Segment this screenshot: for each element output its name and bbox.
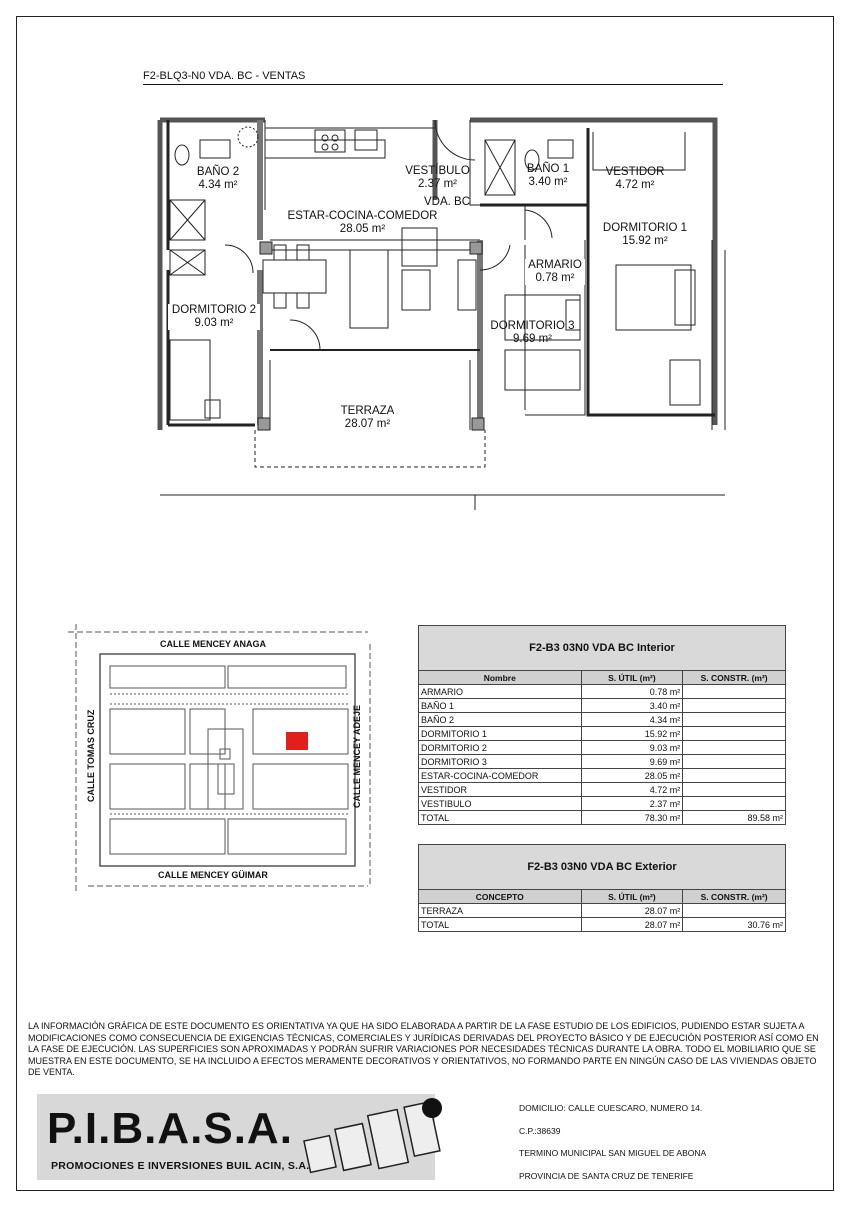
room-label-vestidor: [595, 166, 675, 192]
table-header: S. CONSTR. (m²): [683, 890, 786, 904]
room-area: 4.72 m²: [615, 179, 655, 191]
street-north: CALLE MENCEY ANAGA: [160, 639, 267, 649]
cell-name: TOTAL: [419, 811, 582, 825]
street-east: CALLE MENCEY ADEJE: [352, 704, 362, 808]
cell-constr: [683, 769, 786, 783]
room-label-dormitorio-2: [168, 304, 260, 330]
floor-plan: [140, 110, 730, 510]
room-area: 28.05 m²: [339, 223, 386, 235]
cell-concepto: TERRAZA: [419, 904, 582, 918]
room-area: 28.07 m²: [344, 418, 391, 430]
table-row: [419, 769, 786, 783]
table-header: S. CONSTR. (m²): [683, 671, 786, 685]
table-header: Nombre: [419, 671, 582, 685]
cell-util: 28.05 m²: [581, 769, 683, 783]
cell-name: DORMITORIO 2: [419, 741, 582, 755]
room-label-terraza: [325, 405, 410, 431]
site-map-drawing: [68, 624, 378, 894]
cell-constr: [683, 904, 786, 918]
cell-util: 15.92 m²: [581, 727, 683, 741]
cell-constr: [683, 755, 786, 769]
logo-subtitle: PROMOCIONES E INVERSIONES BUIL ACIN, S.A.: [51, 1160, 310, 1172]
address-line: TERMINO MUNICIPAL SAN MIGUEL DE ABONA: [519, 1148, 707, 1158]
cell-constr: 30.76 m²: [683, 918, 786, 932]
cell-util: 9.69 m²: [581, 755, 683, 769]
room-area: 0.78 m²: [535, 272, 575, 284]
table-row: [419, 755, 786, 769]
room-name: VESTÍBULO: [405, 165, 470, 177]
cell-util: 2.37 m²: [581, 797, 683, 811]
room-area: 2.37 m²: [418, 178, 457, 190]
cell-constr: [683, 713, 786, 727]
table-row: [419, 904, 786, 918]
street-south: CALLE MENCEY GÜIMAR: [158, 870, 268, 880]
cell-concepto: TOTAL: [419, 918, 582, 932]
room-area: 3.40 m²: [528, 176, 568, 188]
room-label-bano-1: [518, 163, 578, 189]
room-name: DORMITORIO 1: [602, 222, 688, 234]
cell-constr: [683, 699, 786, 713]
table-row: [419, 699, 786, 713]
table-total-row: [419, 918, 786, 932]
cell-name: VESTIBULO: [419, 797, 582, 811]
room-label-armario: [525, 259, 585, 285]
room-area: 9.69 m²: [513, 333, 552, 345]
cell-util: 4.34 m²: [581, 713, 683, 727]
interior-area-table: [418, 625, 786, 825]
room-label-vestibulo: [390, 165, 485, 191]
cell-util: 28.07 m²: [581, 918, 683, 932]
room-label-estar-cocina-comedor: [275, 210, 450, 236]
buildings-icon: [297, 1098, 447, 1178]
table-header: CONCEPTO: [419, 890, 582, 904]
cell-name: BAÑO 2: [419, 713, 582, 727]
cell-constr: [683, 797, 786, 811]
cell-constr: [683, 727, 786, 741]
table-total-row: [419, 811, 786, 825]
table-header: S. ÚTIL (m²): [581, 890, 683, 904]
room-name: DORMITORIO 3: [490, 320, 575, 332]
room-name: ESTAR-COCINA-COMEDOR: [287, 210, 438, 222]
room-name: DORMITORIO 2: [171, 304, 257, 316]
cell-util: 28.07 m²: [581, 904, 683, 918]
room-label-dormitorio-1: [590, 222, 700, 248]
room-name: ARMARIO: [528, 259, 582, 271]
interior-table-caption: F2-B3 03N0 VDA BC Interior: [419, 626, 786, 671]
room-area: 4.34 m²: [198, 179, 238, 191]
logo-name: P.I.B.A.S.A.: [47, 1104, 293, 1153]
table-row: [419, 713, 786, 727]
cell-name: BAÑO 1: [419, 699, 582, 713]
cell-constr: [683, 741, 786, 755]
table-header: S. ÚTIL (m²): [581, 671, 683, 685]
cell-constr: [683, 685, 786, 699]
cell-name: DORMITORIO 1: [419, 727, 582, 741]
company-logo: [37, 1094, 435, 1180]
cell-util: 78.30 m²: [581, 811, 683, 825]
cell-util: 9.03 m²: [581, 741, 683, 755]
site-location-map: [68, 624, 378, 894]
street-west: CALLE TOMAS CRUZ: [86, 709, 96, 802]
address-line: PROVINCIA DE SANTA CRUZ DE TENERIFE: [519, 1170, 694, 1181]
table-row: [419, 797, 786, 811]
cell-util: 3.40 m²: [581, 699, 683, 713]
cell-name: ARMARIO: [419, 685, 582, 699]
cell-name: ESTAR-COCINA-COMEDOR: [419, 769, 582, 783]
address-line: C.P.:38639: [519, 1125, 561, 1136]
room-name: TERRAZA: [340, 405, 395, 417]
door-label-text: VDA. BC: [423, 196, 470, 208]
sheet-title: F2-BLQ3-N0 VDA. BC - VENTAS: [143, 70, 723, 85]
room-area: 15.92 m²: [622, 235, 668, 247]
cell-name: DORMITORIO 3: [419, 755, 582, 769]
room-name: BAÑO 2: [196, 166, 240, 178]
door-label: [417, 196, 477, 209]
legal-disclaimer: LA INFORMACIÓN GRÁFICA DE ESTE DOCUMENTO ES ORIENTATIVA YA QUE HA SIDO ELABORADA A PARTIR DE LA FASE ESTUDIO DE LOS EDIFICIOS, PUDIENDO ESTAR SUJETA A MODIFICACIONES COMO CONSECUENCIA DE EXIGENCIAS TÉCNICAS, COMERCIALES Y JURÍDICAS DERIVADAS DEL PROYECTO BÁSICO Y DE EJECUCIÓN POSTERIOR ASÍ COMO EN LA FASE DE EJECUCIÓN. LAS SUPERFICIES SON APROXIMADAS Y PODRÁN SUFRIR VARIACIONES POR NECESIDADES TÉCNICAS DURANTE LA OBRA. TODO EL MOBILIARIO QUE SE MUESTRA EN ESTE DOCUMENTO, SE HA INCLUIDO A EFECTOS MERAMENTE DECORATIVOS Y ORIENTATIVOS, NO FORMANDO PARTE EN NINGÚN CASO DE LAS VIVIENDAS OBJETO DE VENTA.: [28, 1021, 819, 1077]
room-label-bano-2: [188, 166, 248, 192]
cell-name: VESTIDOR: [419, 783, 582, 797]
room-area: 9.03 m²: [194, 317, 234, 329]
room-name: VESTIDOR: [605, 166, 665, 178]
table-row: [419, 783, 786, 797]
cell-constr: [683, 783, 786, 797]
room-label-dormitorio-3: [485, 320, 580, 346]
exterior-table-caption: F2-B3 03N0 VDA BC Exterior: [419, 845, 786, 890]
room-name: BAÑO 1: [526, 163, 570, 175]
table-row: [419, 741, 786, 755]
company-address: [519, 1097, 706, 1187]
cell-constr: 89.58 m²: [683, 811, 786, 825]
highlighted-unit: [286, 732, 308, 750]
table-row: [419, 685, 786, 699]
address-line: DOMICILIO: CALLE CUESCARO, NUMERO 14.: [519, 1103, 703, 1113]
cell-util: 4.72 m²: [581, 783, 683, 797]
cell-util: 0.78 m²: [581, 685, 683, 699]
table-row: [419, 727, 786, 741]
exterior-area-table: [418, 844, 786, 932]
